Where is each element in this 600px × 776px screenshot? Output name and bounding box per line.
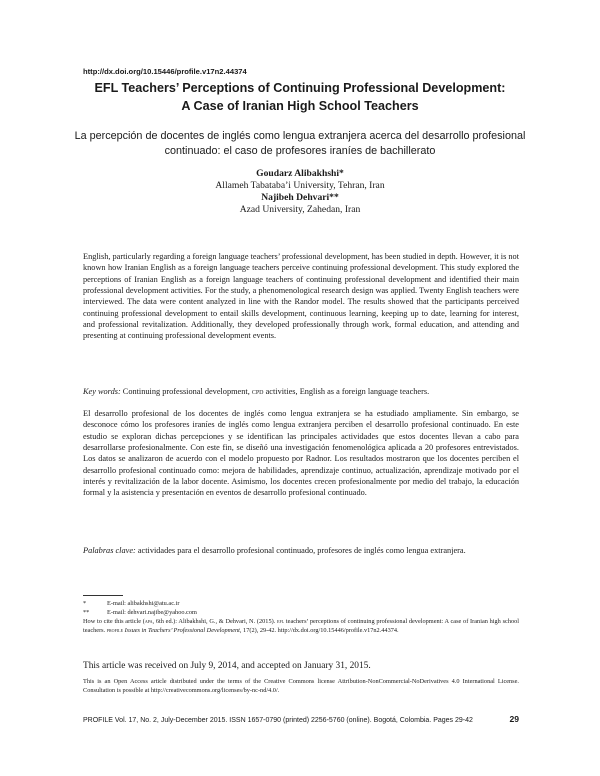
citation-note [83, 618, 519, 635]
citation-part-5: , 17(2), 29-42. http://dx.doi.org/10.15446/profile.v17n2.44374. [239, 626, 399, 634]
doi-link[interactable]: http://dx.doi.org/10.15446/profile.v17n2.44374 [83, 67, 247, 76]
authors-block [100, 168, 500, 216]
keywords-spanish-text: actividades para el desarrollo profesional continuado, profesores de inglés como lengua extranjera. [135, 546, 466, 555]
citation-apa: apa [144, 618, 153, 626]
article-title-line-2: A Case of Iranian High School Teachers [181, 98, 419, 113]
keywords-spanish-label: Palabras clave: [83, 546, 136, 555]
page-footer [83, 714, 519, 724]
footnote-divider [83, 595, 123, 596]
journal-info: PROFILE Vol. 17, No. 2, July-December 2015. ISSN 1657-0790 (printed) 2256-5760 (online). Bogotá, Colombia. Pages 29-42 [83, 717, 473, 724]
keywords-english [83, 386, 519, 397]
footnote-2 [83, 609, 519, 618]
author-2-name: Najibeh Dehvari** [261, 192, 339, 203]
page-number: 29 [509, 714, 519, 724]
abstract-spanish: El desarrollo profesional de los docentes de inglés como lengua extranjera se ha estudiado ampliamente. Sin embargo, se desconoce cómo los profesores iraníes de inglés como lengua extranjera perciben el desarrollo profesional continuado. En este estudio se exploran dichas percepciones y se identifican las principales actividades que estos docentes llevan a cabo para desarrollarse profesionalmente. Con este fin, se diseñó una investigación fenomenológica aplicada a 20 profesores entrevistados. Los datos se analizaron de acuerdo con el modelo propuesto por Radnor. Los resultados mostraron que los docentes perciben el desarrollo profesional continuado como: mejora de habilidades, aprendizaje continuo, actualización, aprendizaje motivado por el interés y revitalización de la labor docente. Asimismo, los docentes crecen profesionalmente por medio del trabajo, la educación formal y la asistencia y presentación en eventos de desarrollo profesional continuado. [83, 409, 519, 498]
license-note: This is an Open Access article distributed under the terms of the Creative Commons license Attribution-NonCommercial-NoDerivatives 4.0 International License. Consultation is possible at http://creativecommons.org/licenses/by-nc-nd/4.0/. [83, 678, 519, 694]
keywords-english-label: Key words: [83, 387, 121, 396]
author-2-affiliation: Azad University, Zahedan, Iran [239, 204, 361, 215]
footnote-1-mark: * [83, 600, 87, 607]
author-1-name: Goudarz Alibakhshi* [256, 168, 344, 179]
keywords-english-cpd: cpd [251, 387, 264, 396]
article-title-spanish: La percepción de docentes de inglés como lengua extranjera acerca del desarrollo profesional continuado: el caso de profesores iraníes de bachillerato [74, 130, 526, 157]
footnote-2-mark: ** [83, 608, 90, 616]
footnotes [83, 600, 519, 635]
article-title-line-1: EFL Teachers’ Perceptions of Continuing Professional Development: [94, 81, 506, 95]
citation-journal-title: Issues in Teachers’ Professional Development [123, 626, 240, 634]
footnote-1-email[interactable]: E-mail: alibakhshi@atu.ac.ir [107, 600, 180, 607]
keywords-english-text-2: activities, English as a foreign language teachers. [263, 387, 430, 396]
abstract-english: English, particularly regarding a foreign language teachers’ professional development, has been studied in depth. However, it is not known how Iranian English as a foreign language teachers perceive continuing professional development. This study explored the perceptions of Iranian English as a foreign language teachers of continuing professional development and identified their main professional development activities. For the study, a phenomenological research design was applied. Twenty English teachers were interviewed. The data were content analyzed in line with the Randor model. The results showed that the participants perceived continuing professional development to entail skills development, continuous learning, keeping up to date, learning for interest, and professional revitalization. Additionally, they developed professionally through work, formal education, and attending and presenting at continuing professional development events. [83, 252, 519, 341]
received-note: This article was received on July 9, 2014, and accepted on January 31, 2015. [83, 661, 371, 671]
footnote-2-email[interactable]: E-mail: dehvari.najibe@yahoo.com [107, 608, 197, 616]
citation-part-3: teachers’ perceptions of continuing professional development: A case of Iranian high school teachers. [83, 618, 520, 634]
citation-efl: efl [277, 618, 285, 626]
author-1-affiliation: Allameh Tabataba’i University, Tehran, Iran [215, 180, 385, 191]
citation-part-2: , 6th ed.): Alibakhshi, G., & Dehvari, N. (2015). [152, 618, 278, 626]
keywords-spanish [83, 545, 519, 556]
citation-part-1: How to cite this article ( [83, 618, 145, 626]
keywords-english-text-1: Continuing professional development, [120, 387, 252, 396]
footnote-1 [83, 600, 519, 609]
article-title [60, 80, 540, 115]
citation-profile: profile [106, 626, 124, 634]
